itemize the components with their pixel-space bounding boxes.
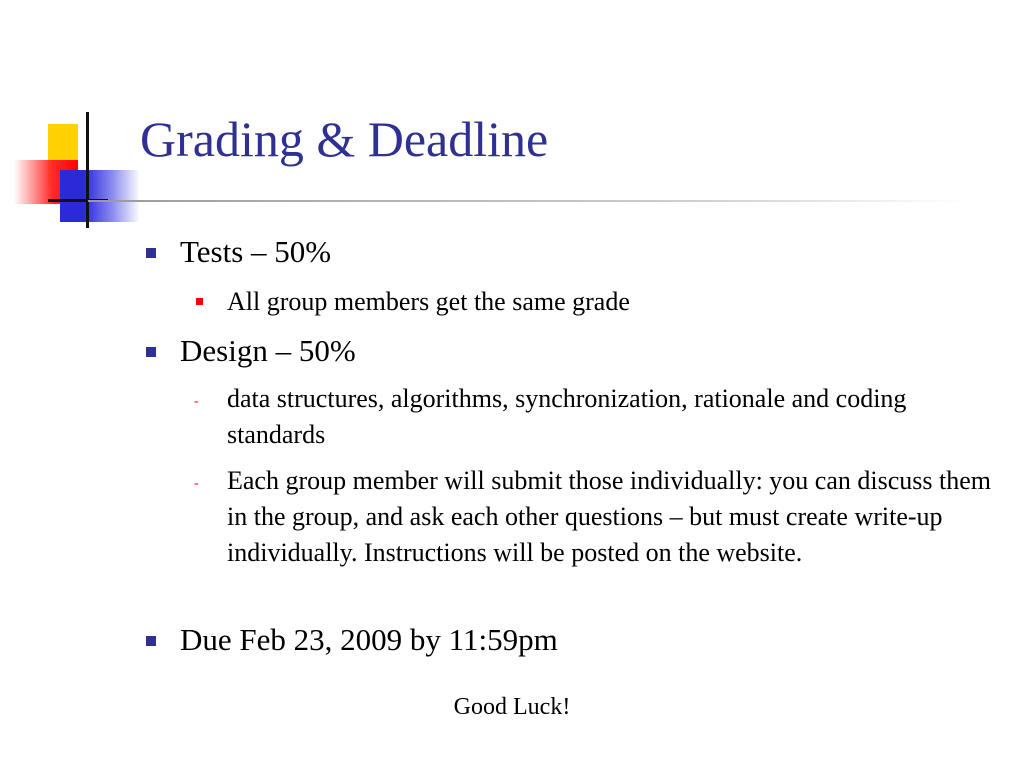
bullet-square-icon: [146, 248, 156, 258]
sub-bullet-square-icon: [196, 298, 203, 305]
sub-bullet-item: Each group member will submit those individually: you can discuss them in the group, and ask each other questions – but must create write-up individually. Instructions will be posted on the website.: [227, 466, 991, 567]
footer-note: Good Luck!: [453, 694, 571, 720]
bullet-square-icon: [146, 347, 156, 357]
bullet-item: Design – 50%: [180, 333, 356, 368]
sub-bullet-dash-icon: -: [194, 476, 199, 491]
bullet-item: Due Feb 23, 2009 by 11:59pm: [180, 622, 558, 657]
bullet-square-icon: [146, 636, 156, 646]
sub-bullet-item: All group members get the same grade: [227, 287, 630, 316]
sub-bullet-item: data structures, algorithms, synchronization, rationale and coding standards: [227, 384, 907, 449]
slide-title: Grading & Deadline: [140, 111, 549, 167]
bullet-item: Tests – 50%: [180, 234, 332, 269]
sub-bullet-dash-icon: -: [194, 394, 199, 409]
